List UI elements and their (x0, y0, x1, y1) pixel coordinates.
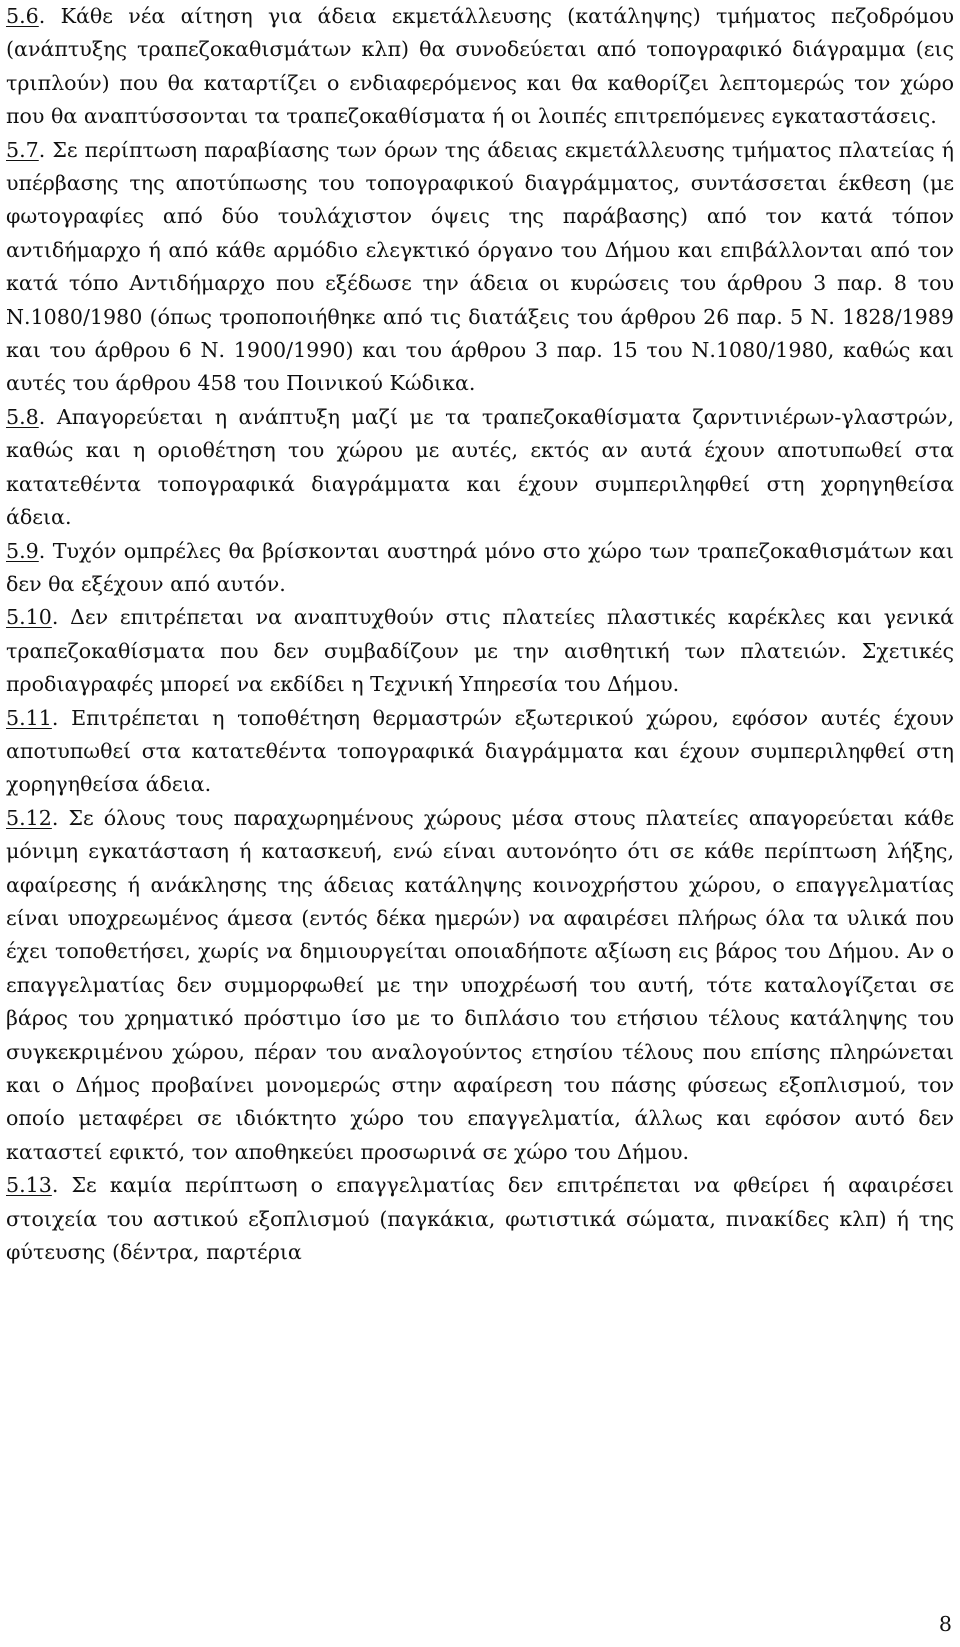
paragraph-5-13: 5.13. Σε καμία περίπτωση ο επαγγελματίας δεν επιτρέπεται να φθείρει ή αφαιρέσει στοιχεία του αστικού εξοπλισμού (παγκάκια, φωτιστικά σώματα, πινακίδες κλπ) ή της φύτευσης (δέντρα, παρτέρια (6, 1173, 954, 1265)
paragraph-number: 5.9 (6, 538, 39, 563)
paragraph-text: Κάθε νέα αίτηση για άδεια εκμετάλλευσης (κατάληψης) τμήματος πεζοδρόμου (ανάπτυξης τραπεζοκαθισμάτων κλπ) θα συνοδεύεται από τοπογραφικό διάγραμμα (εις τριπλούν) που θα καταρτίζει ο ενδιαφερόμενος και θα καθορίζει λεπτομερώς τον χώρο που θα αναπτύσσονται τα τραπεζοκαθίσματα ή οι λοιπές επιτρεπόμενες εγκαταστάσεις. (6, 4, 954, 129)
paragraph-number: 5.11 (6, 705, 52, 730)
document-page (6, 0, 954, 1269)
paragraph-text: Επιτρέπεται η τοποθέτηση θερμαστρών εξωτερικού χώρου, εφόσον αυτές έχουν αποτυπωθεί στα κατατεθέντα τοπογραφικά διαγράμματα και έχουν συμπεριληφθεί στη χορηγηθείσα άδεια. (6, 705, 954, 797)
paragraph-text: Τυχόν ομπρέλες θα βρίσκονται αυστηρά μόνο στο χώρο των τραπεζοκαθισμάτων και δεν θα εξέχουν από αυτόν. (6, 538, 954, 596)
paragraph-number: 5.13 (6, 1173, 52, 1198)
paragraph-5-8: 5.8. Απαγορεύεται η ανάπτυξη μαζί με τα τραπεζοκαθίσματα ζαρντινιέρων-γλαστρών, καθώς και η οριοθέτηση του χώρου με αυτές, εκτός αν αυτά έχουν αποτυπωθεί στα κατατεθέντα τοπογραφικά διαγράμματα και έχουν συμπεριληφθεί στη χορηγηθείσα άδεια. (6, 404, 954, 530)
paragraph-text: Δεν επιτρέπεται να αναπτυχθούν στις πλατείες πλαστικές καρέκλες και γενικά τραπεζοκαθίσματα που δεν συμβαδίζουν με την αισθητική των πλατειών. Σχετικές προδιαγραφές μπορεί να εκδίδει η Τεχνική Υπηρεσία του Δήμου. (6, 605, 955, 697)
paragraph-5-7: 5.7. Σε περίπτωση παραβίασης των όρων της άδειας εκμετάλλευσης τμήματος πλατείας ή υπέρβασης της αποτύπωσης του τοπογραφικού διαγράμματος, συντάσσεται έκθεση (με φωτογραφίες από δύο τουλάχιστον όψεις της παράβασης) από τον κατά τόπον αντιδήμαρχο ή από κάθε αρμόδιο ελεγκτικό όργανο του Δήμου και επιβάλλονται από τον κατά τόπο Αντιδήμαρχο που εξέδωσε την άδεια οι κυρώσεις του άρθρου 3 παρ. 8 του Ν.1080/1980 (όπως τροποποιήθηκε από τις διατάξεις του άρθρου 26 παρ. 5 Ν. 1828/1989 και του άρθρου 6 Ν. 1900/1990) και του άρθρου 3 παρ. 15 του Ν.1080/1980, καθώς και αυτές του άρθρου 458 του Ποινικού Κώδικα. (6, 137, 954, 396)
paragraph-number: 5.8 (6, 404, 39, 429)
paragraph-number: 5.12 (6, 805, 52, 830)
page-number: 8 (938, 1612, 952, 1636)
paragraph-5-12: 5.12. Σε όλους τους παραχωρημένους χώρους μέσα στους πλατείες απαγορεύεται κάθε μόνιμη εγκατάσταση ή κατασκευή, ενώ είναι αυτονόητο ότι σε κάθε περίπτωση λήξης, αφαίρεσης ή ανάκλησης της άδειας κατάληψης κοινοχρήστου χώρου, ο επαγγελματίας είναι υποχρεωμένος άμεσα (εντός δέκα ημερών) να αφαιρέσει πλήρως όλα τα υλικά που έχει τοποθετήσει, χωρίς να δημιουργείται οποιαδήποτε αξίωση εις βάρος του Δήμου. Αν ο επαγγελματίας δεν συμμορφωθεί με την υποχρέωσή του αυτή, τότε καταλογίζεται σε βάρος του χρηματικό πρόστιμο ίσο με το διπλάσιο του ετήσιου τέλους κατάληψης του συγκεκριμένου χώρου, πέραν του αναλογούντος ετησίου τέλους που επίσης πληρώνεται και ο Δήμος προβαίνει μονομερώς στην αφαίρεση του πάσης φύσεως εξοπλισμού, τον οποίο μεταφέρει σε ιδιόκτητο χώρο του επαγγελματία, άλλως και εφόσον αυτό δεν καταστεί εφικτό, τον αποθηκεύει προσωρινά σε χώρο του Δήμου. (6, 805, 954, 1164)
paragraph-number: 5.6 (6, 4, 39, 28)
paragraph-5-9: 5.9. Τυχόν ομπρέλες θα βρίσκονται αυστηρά μόνο στο χώρο των τραπεζοκαθισμάτων και δεν θα εξέχουν από αυτόν. (6, 538, 954, 596)
paragraph-number: 5.7 (6, 137, 39, 162)
paragraph-text: Σε περίπτωση παραβίασης των όρων της άδειας εκμετάλλευσης τμήματος πλατείας ή υπέρβασης της αποτύπωσης του τοπογραφικού διαγράμματος, συντάσσεται έκθεση (με φωτογραφίες από δύο τουλάχιστον όψεις της παράβασης) από τον κατά τόπον αντιδήμαρχο ή από κάθε αρμόδιο ελεγκτικό όργανο του Δήμου και επιβάλλονται από τον κατά τόπο Αντιδήμαρχο που εξέδωσε την άδεια οι κυρώσεις του άρθρου 3 παρ. 8 του Ν.1080/1980 (όπως τροποποιήθηκε από τις διατάξεις του άρθρου 26 παρ. 5 Ν. 1828/1989 και του άρθρου 6 Ν. 1900/1990) και του άρθρου 3 παρ. 15 του Ν.1080/1980, καθώς και αυτές του άρθρου 458 του Ποινικού Κώδικα. (6, 137, 954, 396)
paragraph-number: 5.10 (6, 605, 52, 630)
paragraph-text: Σε καμία περίπτωση ο επαγγελματίας δεν επιτρέπεται να φθείρει ή αφαιρέσει στοιχεία του αστικού εξοπλισμού (παγκάκια, φωτιστικά σώματα, πινακίδες κλπ) ή της φύτευσης (δέντρα, παρτέρια (6, 1173, 954, 1265)
paragraph-text: Σε όλους τους παραχωρημένους χώρους μέσα στους πλατείες απαγορεύεται κάθε μόνιμη εγκατάσταση ή κατασκευή, ενώ είναι αυτονόητο ότι σε κάθε περίπτωση λήξης, αφαίρεσης ή ανάκλησης της άδειας κατάληψης κοινοχρήστου χώρου, ο επαγγελματίας είναι υποχρεωμένος άμεσα (εντός δέκα ημερών) να αφαιρέσει πλήρως όλα τα υλικά που έχει τοποθετήσει, χωρίς να δημιουργείται οποιαδήποτε αξίωση εις βάρος του Δήμου. Αν ο επαγγελματίας δεν συμμορφωθεί με την υποχρέωσή του αυτή, τότε καταλογίζεται σε βάρος του χρηματικό πρόστιμο ίσο με το διπλάσιο του ετήσιου τέλους κατάληψης του συγκεκριμένου χώρου, πέραν του αναλογούντος ετησίου τέλους που επίσης πληρώνεται και ο Δήμος προβαίνει μονομερώς στην αφαίρεση του πάσης φύσεως εξοπλισμού, τον οποίο μεταφέρει σε ιδιόκτητο χώρο του επαγγελματία, άλλως και εφόσον αυτό δεν καταστεί εφικτό, τον αποθηκεύει προσωρινά σε χώρο του Δήμου. (6, 805, 954, 1164)
paragraph-text: Απαγορεύεται η ανάπτυξη μαζί με τα τραπεζοκαθίσματα ζαρντινιέρων-γλαστρών, καθώς και η οριοθέτηση του χώρου με αυτές, εκτός αν αυτά έχουν αποτυπωθεί στα κατατεθέντα τοπογραφικά διαγράμματα και έχουν συμπεριληφθεί στη χορηγηθείσα άδεια. (6, 404, 954, 530)
paragraph-5-6: 5.6. Κάθε νέα αίτηση για άδεια εκμετάλλευσης (κατάληψης) τμήματος πεζοδρόμου (ανάπτυξης τραπεζοκαθισμάτων κλπ) θα συνοδεύεται από τοπογραφικό διάγραμμα (εις τριπλούν) που θα καταρτίζει ο ενδιαφερόμενος και θα καθορίζει λεπτομερώς τον χώρο που θα αναπτύσσονται τα τραπεζοκαθίσματα ή οι λοιπές επιτρεπόμενες εγκαταστάσεις. (6, 4, 954, 129)
paragraph-5-10: 5.10. Δεν επιτρέπεται να αναπτυχθούν στις πλατείες πλαστικές καρέκλες και γενικά τραπεζοκαθίσματα που δεν συμβαδίζουν με την αισθητική των πλατειών. Σχετικές προδιαγραφές μπορεί να εκδίδει η Τεχνική Υπηρεσία του Δήμου. (6, 605, 955, 697)
paragraph-5-11: 5.11. Επιτρέπεται η τοποθέτηση θερμαστρών εξωτερικού χώρου, εφόσον αυτές έχουν αποτυπωθεί στα κατατεθέντα τοπογραφικά διαγράμματα και έχουν συμπεριληφθεί στη χορηγηθείσα άδεια. (6, 705, 954, 797)
